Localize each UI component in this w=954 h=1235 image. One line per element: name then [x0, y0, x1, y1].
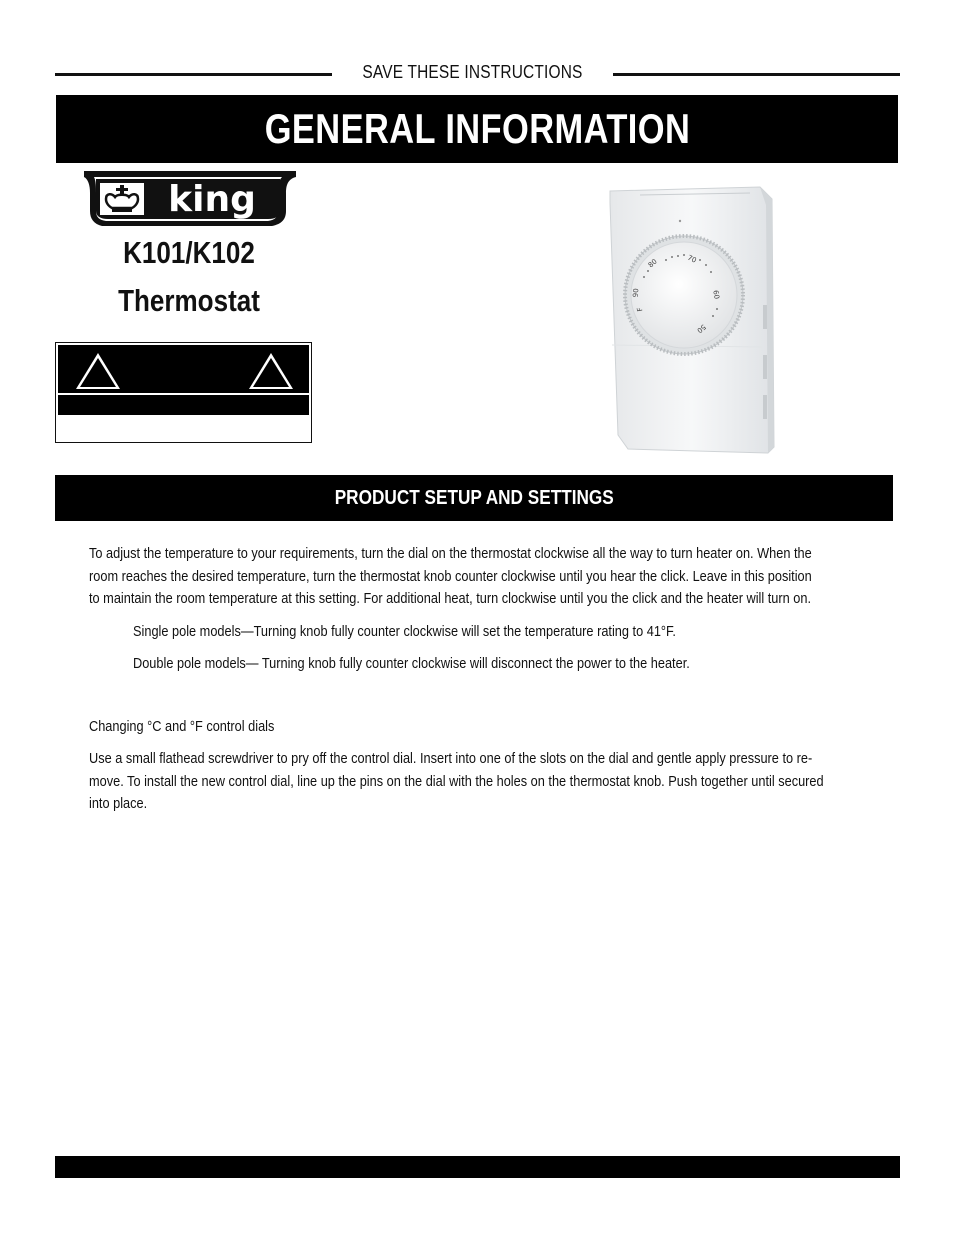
double-pole-note	[133, 653, 853, 676]
warning-header	[58, 345, 309, 393]
paragraph-line: to maintain the room temperature at this setting. For additional heat, turn clockwise until you the click and the heater will turn on.	[89, 591, 812, 607]
dial-label: 60	[711, 289, 721, 300]
general-information-banner	[56, 95, 898, 163]
thermostat-image	[600, 185, 780, 457]
save-instructions-text: SAVE THESE INSTRUCTIONS	[362, 62, 583, 82]
single-pole-text: Single pole models—Turning knob fully counter clockwise will set the temperature rating to 41°F.	[133, 624, 676, 640]
dial-label: F	[635, 306, 645, 313]
double-pole-text: Double pole models— Turning knob fully counter clockwise will disconnect the power to the heater.	[133, 656, 690, 672]
control-dial-paragraph	[89, 748, 869, 816]
dial-label: 80	[646, 257, 659, 270]
header-rule-left	[55, 73, 332, 76]
warning-bar	[58, 393, 309, 415]
banner-title: GENERAL INFORMATION	[264, 105, 690, 152]
section-title: PRODUCT SETUP AND SETTINGS	[334, 486, 614, 509]
paragraph-line: To adjust the temperature to your requirements, turn the dial on the thermostat clockwise all the way to turn heater on. When the	[89, 546, 812, 562]
dial-label: 50	[695, 322, 708, 335]
dial-label: 70	[686, 253, 698, 265]
paragraph-line: move. To install the new control dial, line up the pins on the dial with the holes on the thermostat knob. Push together until secured	[89, 773, 824, 790]
dial-label: 90	[631, 288, 641, 298]
changing-dials-text: Changing °C and °F control dials	[89, 719, 275, 735]
paragraph-line: Use a small flathead screwdriver to pry off the control dial. Insert into one of the slots on the dial and gentle apply pressure to re-	[89, 751, 813, 767]
product-name: Thermostat	[118, 283, 260, 318]
header-rule-right	[613, 73, 900, 76]
setup-settings-banner	[55, 475, 893, 521]
adjust-temperature-paragraph	[89, 543, 869, 611]
warning-box	[55, 342, 312, 443]
changing-dials-heading	[89, 716, 809, 739]
paragraph-line: room reaches the desired temperature, turn the thermostat knob counter clockwise until you hear the click. Leave in this position	[89, 568, 812, 585]
paragraph-line: into place.	[89, 796, 148, 812]
product-model: K101/K102	[123, 235, 255, 270]
warning-triangle-icon	[74, 351, 122, 391]
king-logo-graphic	[82, 169, 298, 229]
footer-bar	[55, 1156, 900, 1178]
king-logo	[82, 169, 298, 229]
logo-wordmark: king	[168, 179, 256, 220]
warning-triangle-icon	[247, 351, 295, 391]
single-pole-note	[133, 621, 853, 644]
